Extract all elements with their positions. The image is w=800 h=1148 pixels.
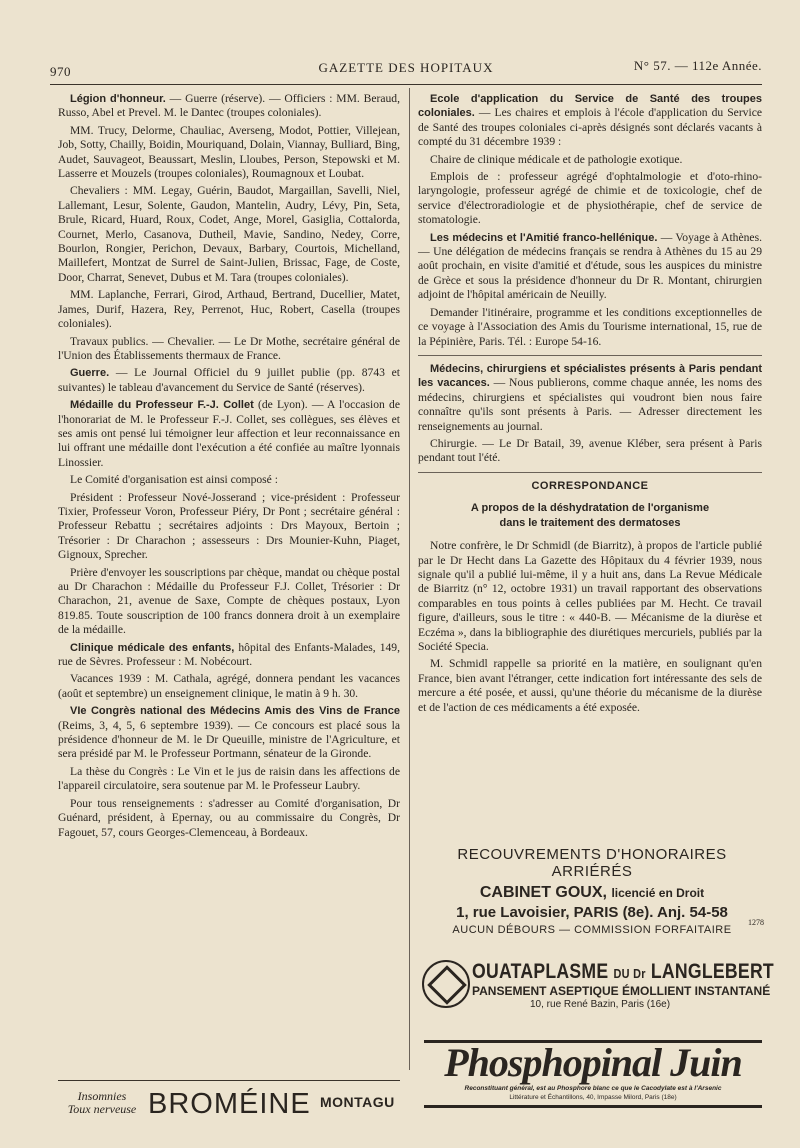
section-separator xyxy=(418,355,762,356)
ad-ouataplasme: OUATAPLASME DU Dr LANGLEBERT PANSEMENT ASEPTIQUE ÉMOLLIENT INSTANTANÉ 10, rue René Bazin, Paris (16e) xyxy=(420,950,764,1014)
legion-coloniales-list: MM. Laplanche, Ferrari, Girod, Arthaud, Bertrand, Ducellier, Matet, James, Durif, Hazera, Rey, Perrenot, Huc, Robert, Casella (troupes coloniales). xyxy=(58,288,400,331)
ad-phosphopinal: Phosphopinal Juin Reconstituant général, est au Phosphore blanc ce que le Cacodylate est à l'Arsenic Littérature et Échantillons, 40, Impasse Milord, Paris (18e) xyxy=(424,1040,762,1108)
comite-members: Président : Professeur Nové-Josserand ; vice-président : Professeur Tixier, Professeur Voron, Professeur Piéry, Dr Pont ; secrétaire général : Professeur Rebattu ; secrétaires adjoints : Drs Mayoux, Bertoin ; Trésorier : Dr Charachon ; assesseurs : Drs Mounier-Kuhn, Piaget, Gignoux, Sprecher. xyxy=(58,490,400,562)
legion-heading: Légion d'honneur. xyxy=(70,93,166,105)
medaille-paragraph: Médaille du Professeur F.-J. Collet (de Lyon). — A l'occasion de l'honorariat de M. le Professeur F.-J. Collet, ses collègues, ses élèves et ses amis ont pensé lui témoigner leur affection et leur reconnaissance en lui offrant une médaille dont l'exécution a été confiée au maître lyonnais Linossier. xyxy=(58,398,400,469)
legion-chevaliers-list: Chevaliers : MM. Legay, Guérin, Baudot, Margaillan, Savelli, Niel, Lallemant, Lesur, Solente, Gaudon, Mantelin, Audry, Lévy, Pin, Seta, Brule, Ricard, Huard, Roux, Codet, Ange, Morel, Gasiglia, Cottalorda, Cournet, Merlo, Casanova, Dutheil, Mavie, Sandino, Nedey, Corre, Bourlon, Rongier, Perichon, Devaux, Barbary, Courtois, Michelland, Maillefert, Montzat de Surrel de Saint-Julien, Brissac, Fage, de Coste, Door, Charrat, Senevet, Dubus et M. Tara (troupes coloniales). xyxy=(58,184,400,284)
renseignements-paragraph: Pour tous renseignements : s'adresser au Comité d'organisation, Dr Guénard, président, à Epernay, ou au commissaire du Congrès, Dr Fagouet, 57, cours Georges-Clemenceau, à Bordeaux. xyxy=(58,796,400,839)
souscription-paragraph: Prière d'envoyer les souscriptions par chèque, mandat ou chèque postal au Dr Charachon : Médaille du Professeur F.J. Collet, Trésorier : Dr Charachon, 21, avenue de Saxe, Compte de chèques postaux, Lyon 819.85. Toute souscription de 100 francs donnera droit à un exemplaire de la médaille. xyxy=(58,565,400,637)
these-paragraph: La thèse du Congrès : Le Vin et le jus de raisin dans les affections de l'appareil circulatoire, sera soutenue par M. le Professeur Laubry. xyxy=(58,764,400,793)
correspondance-paragraph-1: Notre confrère, le Dr Schmidl (de Biarritz), à propos de l'article publié par le Dr Hecht dans La Gazette des Hôpitaux du 4 février 1939, nous signale qu'il a publié lui-même, il y a huit ans, dans La Revue Médicale de Biarritz (n° 12, octobre 1931) un travail rapportant des observations comparables en tous points à celles publiées par M. Hecht. Ce travail figure, d'ailleurs, sous le titre : « 440-B. — Mécanisme de la diurèse et Eczéma », dans la bibliographie des diurétiques mercuriels, publiés par la Société Specia. xyxy=(418,539,762,653)
clinique-paragraph: Clinique médicale des enfants, hôpital des Enfants-Malades, 149, rue de Sèvres. Professeur : M. Nobécourt. xyxy=(58,640,400,669)
seal-icon xyxy=(422,960,470,1008)
itineraire-paragraph: Demander l'itinéraire, programme et les conditions exceptionnelles de ce voyage à l'Association des Amis du Tourisme international, 15, rue de la Pépinière, Paris. Tél. : Europe 54-16. xyxy=(418,305,762,348)
issue-number: N° 57. — 112e Année. xyxy=(633,58,762,73)
correspondance-title: CORRESPONDANCE xyxy=(531,479,649,492)
amitie-heading: Les médecins et l'Amitié franco-hellénique. xyxy=(430,231,658,244)
chirurgie-paragraph: Chirurgie. — Le Dr Batail, 39, avenue Kléber, sera présent à Paris pendant tout l'été. xyxy=(418,436,762,465)
amitie-paragraph: Les médecins et l'Amitié franco-hellénique. — Voyage à Athènes. — Une délégation de médecins français se rendra à Athènes du 15 au 29 août prochain, en visite d'amitié et d'étude, sous les auspices du ministre de Grèce et sous la présidence d'honneur du Dr R. Montant, chirurgien adjoint de l'hôpital américain de Neuilly. xyxy=(418,230,762,302)
congres-heading: VIe Congrès national des Médecins Amis des Vins de France xyxy=(70,705,400,718)
travaux-publics-paragraph: Travaux publics. — Chevalier. — Le Dr Mothe, secrétaire général de l'Union des Établissements thermaux de France. xyxy=(58,334,400,362)
medaille-heading: Médaille du Professeur F.-J. Collet xyxy=(70,399,254,412)
ad-bromeine: Insomnies Toux nerveuse BROMÉINE MONTAGU xyxy=(67,1088,395,1120)
left-column xyxy=(58,92,400,843)
ad-recouvrements: RECOUVREMENTS D'HONORAIRES ARRIÉRÉS CABINET GOUX, licencié en Droit 1, rue Lavoisier, PARIS (8e). Anj. 54-58 AUCUN DÉBOURS — COMMISSION FORFAITAIRE 1278 xyxy=(452,846,764,936)
legion-officiers-list: MM. Trucy, Delorme, Chauliac, Averseng, Modot, Pottier, Villejean, Job, Sotty, Chailly, Boidin, Mouriquand, Dolain, Viannay, Bulliard, Bing, Audet, Sauvageot, Beaussart, Meslin, Lloubes, Person, Stepowski et M. Lasserre et Mouzels (troupes coloniales), Roumagnoux et Loubat. xyxy=(58,123,400,181)
emplois-paragraph: Emplois de : professeur agrégé d'ophtalmologie et d'oto-rhino-laryngologie, professeur agrégé de chimie et de toxicologie, chef de service d'électroradiologie et de physiothérapie, chef de service de stomatologie. xyxy=(418,170,762,227)
page-number: 970 xyxy=(50,64,71,79)
page-header xyxy=(50,56,762,78)
ad-rule xyxy=(58,1080,400,1081)
correspondance-subtitle: A propos de la déshydratation de l'organisme dans le traitement des dermatoses xyxy=(470,502,710,530)
column-divider xyxy=(409,88,410,1070)
correspondance-paragraph-2: M. Schmidl rappelle sa priorité en la matière, en soulignant qu'en France, bien avant l'étranger, cette indication fort intéressante des sels de mercure a été posée, et aussi, qu'une théorie du mécanisme de la diurèse et de l'action de ces médicaments a été exposée. xyxy=(418,657,762,714)
section-separator xyxy=(418,472,762,473)
presents-paragraph: Médecins, chirurgiens et spécialistes présents à Paris pendant les vacances. — Nous publierons, comme chaque année, les noms des médecins, chirurgiens et spécialistes qui voudront bien nous faire connaître qu'ils sont présents à Paris. — Adresser directement les renseignements au journal. xyxy=(418,362,763,433)
guerre-heading: Guerre. xyxy=(70,367,110,380)
comite-intro: Le Comité d'organisation est ainsi composé : xyxy=(70,473,278,487)
ecole-paragraph: Ecole d'application du Service de Santé des troupes coloniales. — Les chaires et emplois à l'école d'application du Service de Santé des troupes coloniales ci-après désignés sont déclarés vacants à compté du 31 décembre 1939 : xyxy=(418,93,762,149)
journal-title: GAZETTE DES HOPITAUX xyxy=(318,60,494,75)
legion-paragraph: Légion d'honneur. — Guerre (réserve). — Officiers : MM. Beraud, Russo, Abel et Prevel. M. le Dantec (troupes coloniales). xyxy=(58,92,400,120)
header-rule xyxy=(50,84,762,85)
ecole-heading: Ecole d'application du Service de Santé des troupes coloniales. xyxy=(418,93,762,120)
ad-reference: 1278 xyxy=(748,918,764,927)
vacances-paragraph: Vacances 1939 : M. Cathala, agrégé, donnera pendant les vacances (août et septembre) un enseignement clinique, le matin à 9 h. 30. xyxy=(58,672,400,700)
presents-heading: Médecins, chirurgiens et spécialistes présents à Paris pendant les vacances. xyxy=(418,362,762,390)
chaire-paragraph: Chaire de clinique médicale et de pathologie exotique. xyxy=(430,152,683,166)
clinique-heading: Clinique médicale des enfants, xyxy=(70,641,235,654)
right-column xyxy=(418,92,762,718)
congres-paragraph: VIe Congrès national des Médecins Amis des Vins de France (Reims, 3, 4, 5, 6 septembre 1939). — Ce concours est placé sous la présidence d'honneur de M. le Dr Queuille, ministre de l'Agriculture, et sera présidé par M. le Professeur Portmann, sénateur de la Gironde. xyxy=(58,705,400,761)
guerre-paragraph: Guerre. — Le Journal Officiel du 9 juillet publie (pp. 8743 et suivantes) le tableau d'avancement du Service de Santé (réserves). xyxy=(58,366,400,394)
